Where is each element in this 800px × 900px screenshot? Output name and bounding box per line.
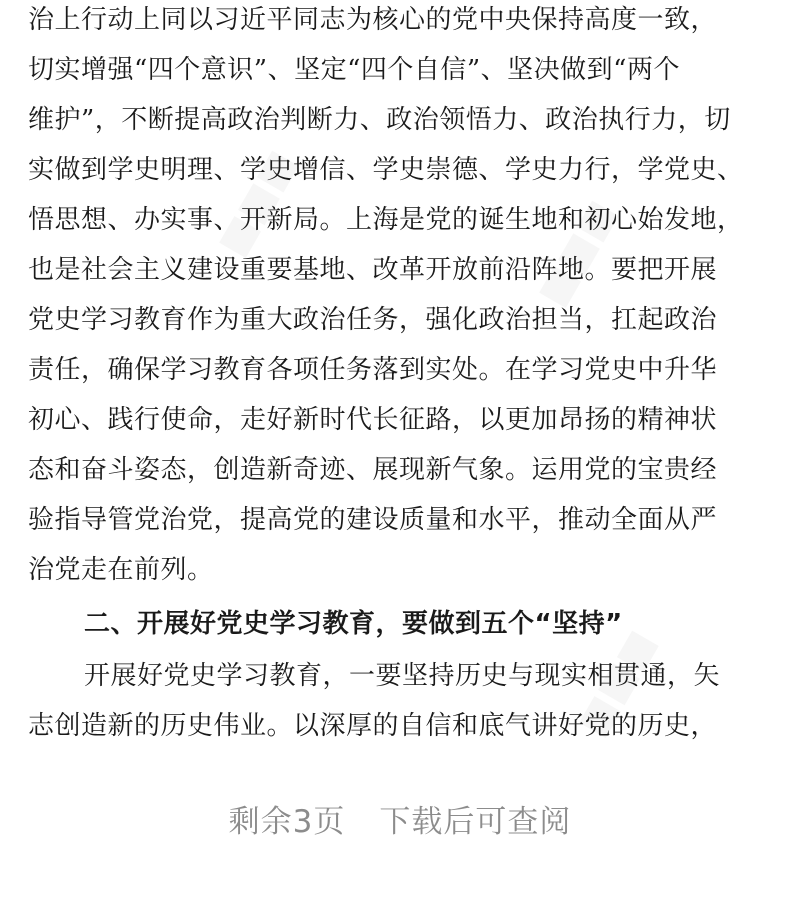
remaining-pages-label: 剩余3页 xyxy=(228,804,346,840)
text-line: 悟思想、办实事、开新局。上海是党的诞生地和初心始发地， xyxy=(28,205,744,235)
section-heading: 二、开展好党史学习教育，要做到五个“坚持” xyxy=(84,609,623,639)
watermark: ■■■ xyxy=(568,622,665,744)
watermark: ■■■ xyxy=(528,192,625,314)
text-line: 维护”，不断提高政治判断力、政治领悟力、政治执行力，切 xyxy=(28,105,731,135)
text-line: 也是社会主义建设重要基地、改革开放前沿阵地。要把开展 xyxy=(28,255,718,285)
text-line: 初心、践行使命，走好新时代长征路，以更加昂扬的精神状 xyxy=(28,405,718,435)
text-line: 态和奋斗姿态，创造新奇迹、展现新气象。运用党的宝贵经 xyxy=(28,455,718,485)
text-line: 切实增强“四个意识”、坚定“四个自信”、坚决做到“两个 xyxy=(28,55,680,85)
download-hint-label[interactable]: 下载后可查阅 xyxy=(379,804,572,840)
text-line: 验指导管党治党，提高党的建设质量和水平，推动全面从严 xyxy=(28,505,718,535)
watermark: ■■■ xyxy=(208,142,305,264)
text-line: 治上行动上同以习近平同志为核心的党中央保持高度一致， xyxy=(28,5,718,35)
text-line: 治党走在前列。 xyxy=(28,555,214,585)
text-line: 党史学习教育作为重大政治任务，强化政治担当，扛起政治 xyxy=(28,305,718,335)
text-line: 责任，确保学习教育各项任务落到实处。在学习党史中升华 xyxy=(28,355,718,385)
text-line: 实做到学史明理、学史增信、学史崇德、学史力行，学党史、 xyxy=(28,155,744,185)
text-line: 开展好党史学习教育，一要坚持历史与现实相贯通，矢 xyxy=(84,661,721,691)
text-line: 志创造新的历史伟业。以深厚的自信和底气讲好党的历史， xyxy=(28,711,718,741)
preview-footer[interactable] xyxy=(0,796,800,841)
